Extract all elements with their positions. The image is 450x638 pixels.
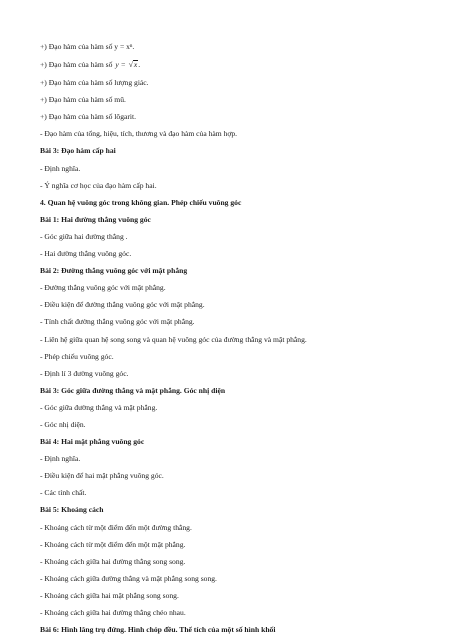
list-item: - Khoảng cách từ một điểm đến một đường thẳng.	[40, 522, 192, 532]
item-derivative-rules: - Đạo hàm của tổng, hiệu, tích, thương và đạo hàm của hàm hợp.	[40, 129, 238, 139]
list-item: - Liên hệ giữa quan hệ song song và quan hệ vuông góc của đường thẳng và mặt phẳng.	[40, 334, 307, 344]
document-page	[40, 38, 430, 638]
item-derivative-trig: +) Đạo hàm của hàm số lượng giác.	[40, 78, 149, 88]
item-derivative-log: +) Đạo hàm của hàm số lôgarit.	[40, 112, 137, 122]
list-item: - Khoảng cách giữa đường thẳng và mặt phẳng song song.	[40, 573, 217, 583]
list-item: - Đường thẳng vuông góc với mặt phẳng.	[40, 283, 166, 293]
list-item: - Các tính chất.	[40, 488, 87, 498]
formula-tail: .	[138, 60, 141, 70]
list-item: - Khoảng cách giữa hai đường thẳng song song.	[40, 556, 186, 566]
list-item: - Định nghĩa.	[40, 454, 81, 464]
list-item: - Khoảng cách giữa hai đường thẳng chéo nhau.	[40, 608, 186, 617]
item-derivative-power: +) Đạo hàm của hàm số y = xⁿ.	[40, 42, 135, 51]
list-item: - Điều kiện để đường thẳng vuông góc với mặt phẳng.	[40, 300, 205, 310]
list-item: - Hai đường thẳng vuông góc.	[40, 249, 132, 259]
section-heading-second-derivative: Bài 3: Đạo hàm cấp hai	[40, 146, 116, 156]
list-item: - Góc nhị diện.	[40, 419, 86, 429]
chapter-heading-perpendicular: 4. Quan hệ vuông góc trong không gian. Phép chiếu vuông góc	[40, 197, 242, 207]
list-item: - Góc giữa hai đường thẳng .	[40, 231, 128, 241]
list-item: - Điều kiện để hai mặt phẳng vuông góc.	[40, 471, 164, 481]
section-heading-lesson-4: Bài 4: Hai mặt phẳng vuông góc	[40, 437, 145, 447]
formula-lhs: y =	[115, 60, 126, 70]
list-item: - Tính chất đường thẳng vuông góc với mặt phẳng.	[40, 317, 195, 327]
item-derivative-sqrt	[40, 55, 430, 74]
section-heading-lesson-6: Bài 6: Hình lăng trụ đứng. Hình chóp đều. Thể tích của một số hình khối	[40, 625, 276, 635]
item-definition: - Định nghĩa.	[40, 163, 81, 173]
list-item: - Định lí 3 đường vuông góc.	[40, 368, 129, 378]
item-derivative-exp: +) Đạo hàm của hàm số mũ.	[40, 95, 126, 105]
section-heading-lesson-2: Bài 2: Đường thẳng vuông góc với mặt phẳng	[40, 266, 188, 276]
list-item: - Góc giữa đường thẳng và mặt phẳng.	[40, 402, 158, 412]
section-heading-lesson-5: Bài 5: Khoảng cách	[40, 505, 104, 515]
list-item: - Phép chiếu vuông góc.	[40, 351, 114, 361]
sqrt-symbol-icon: √	[128, 60, 133, 70]
formula-radicand: x	[133, 60, 138, 70]
item-derivative-sqrt-text: +) Đạo hàm của hàm số	[40, 60, 113, 70]
list-item: - Khoảng cách từ một điểm đến một mặt phẳng.	[40, 539, 186, 549]
list-item: - Khoảng cách giữa hai mặt phẳng song song.	[40, 590, 179, 600]
section-heading-lesson-3: Bài 3: Góc giữa đường thẳng và mặt phẳng. Góc nhị diện	[40, 385, 226, 395]
section-heading-lesson-1: Bài 1: Hai đường thẳng vuông góc	[40, 214, 151, 224]
item-mechanical-meaning: - Ý nghĩa cơ học của đạo hàm cấp hai.	[40, 180, 157, 190]
